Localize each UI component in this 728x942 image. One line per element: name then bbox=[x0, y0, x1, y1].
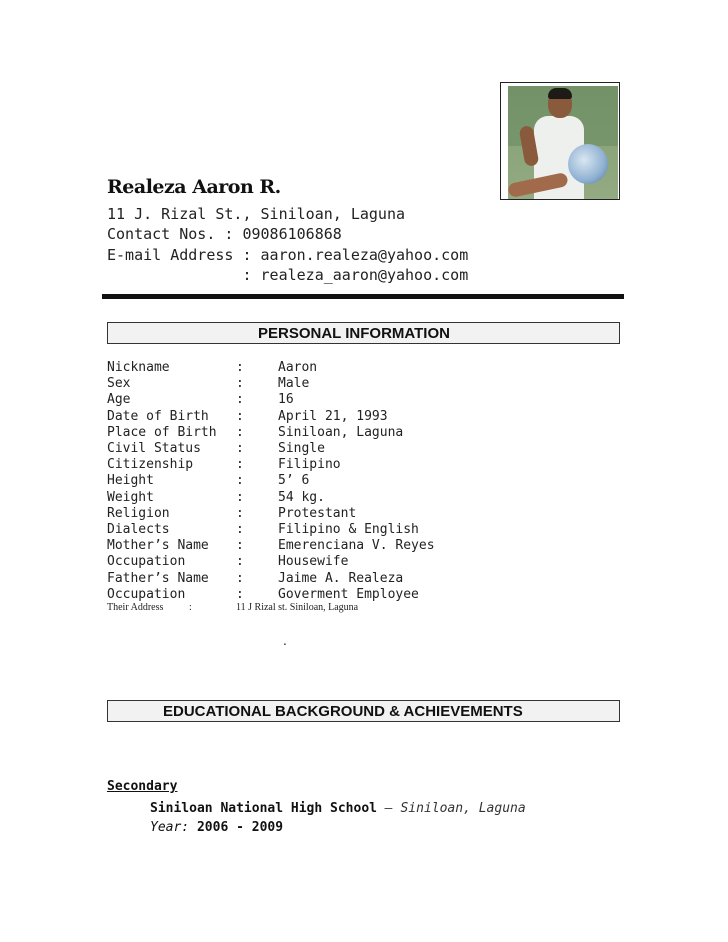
info-separator: : bbox=[236, 522, 244, 537]
info-value: Emerenciana V. Reyes bbox=[278, 538, 435, 554]
address-line: 11 J. Rizal St., Siniloan, Laguna bbox=[107, 205, 406, 223]
info-label: Mother’s Name bbox=[107, 538, 209, 554]
info-value: Male bbox=[278, 376, 310, 392]
header-divider bbox=[102, 294, 624, 299]
info-value: 54 kg. bbox=[278, 489, 325, 505]
info-separator: : bbox=[236, 505, 244, 521]
info-label: Occupation bbox=[107, 586, 186, 602]
stray-dot: . bbox=[283, 634, 287, 648]
info-separator: : bbox=[236, 538, 244, 554]
info-value: Protestant bbox=[278, 505, 357, 521]
info-row bbox=[107, 554, 627, 570]
info-label: Civil Status bbox=[107, 441, 201, 456]
info-separator: : bbox=[236, 360, 244, 375]
contact-line: Contact Nos. : 09086106868 bbox=[107, 225, 342, 243]
info-row bbox=[107, 490, 627, 506]
section-title: EDUCATIONAL BACKGROUND & ACHIEVEMENTS bbox=[163, 702, 523, 720]
info-label: Weight bbox=[107, 489, 154, 505]
info-label: Dialects bbox=[107, 522, 170, 537]
info-separator: : bbox=[189, 602, 192, 613]
year-label: Year: bbox=[150, 820, 190, 835]
info-value: April 21, 1993 bbox=[278, 408, 388, 424]
info-separator: : bbox=[236, 570, 244, 586]
info-row bbox=[107, 506, 627, 522]
info-label: Place of Birth bbox=[107, 424, 217, 440]
info-label: Age bbox=[107, 392, 131, 408]
section-title: PERSONAL INFORMATION bbox=[258, 324, 450, 342]
info-separator: : bbox=[236, 554, 244, 570]
info-separator: : bbox=[236, 408, 244, 424]
info-row-their-address bbox=[107, 602, 627, 618]
info-label: Sex bbox=[107, 376, 131, 392]
info-label: Date of Birth bbox=[107, 408, 209, 424]
info-row bbox=[107, 441, 627, 457]
info-separator: : bbox=[236, 457, 244, 473]
section-personal-information bbox=[107, 322, 620, 344]
info-label: Citizenship bbox=[107, 457, 194, 473]
globe-icon bbox=[568, 144, 608, 184]
info-row bbox=[107, 457, 627, 473]
info-row bbox=[107, 571, 627, 587]
email-line-2: : realeza_aaron@yahoo.com bbox=[107, 266, 469, 284]
school-location: Siniloan, Laguna bbox=[400, 801, 526, 816]
info-value: 11 J Rizal st. Siniloan, Laguna bbox=[236, 602, 359, 613]
email-line-1: E-mail Address : aaron.realeza@yahoo.com bbox=[107, 246, 469, 264]
info-separator: : bbox=[236, 424, 244, 440]
photo-image bbox=[508, 86, 618, 199]
info-label: Height bbox=[107, 473, 154, 489]
info-row bbox=[107, 522, 627, 538]
info-row bbox=[107, 425, 627, 441]
applicant-name: Realeza Aaron R. bbox=[107, 176, 281, 198]
info-row bbox=[107, 473, 627, 489]
info-value: Aaron bbox=[278, 360, 318, 375]
info-separator: : bbox=[236, 489, 244, 505]
info-row bbox=[107, 587, 627, 603]
info-value: Single bbox=[278, 441, 325, 456]
info-value: Goverment Employee bbox=[278, 586, 419, 602]
info-row bbox=[107, 376, 627, 392]
info-separator: : bbox=[236, 392, 244, 408]
school-line bbox=[150, 801, 526, 816]
info-label: Occupation bbox=[107, 554, 186, 570]
info-row bbox=[107, 409, 627, 425]
school-year-line bbox=[150, 820, 283, 835]
info-separator: : bbox=[236, 441, 244, 456]
info-value: Filipino bbox=[278, 457, 341, 473]
info-value: 5’ 6 bbox=[278, 473, 310, 489]
info-separator: : bbox=[236, 586, 244, 602]
info-label: Father’s Name bbox=[107, 570, 209, 586]
section-educational-background bbox=[107, 700, 620, 722]
info-value: Jaime A. Realeza bbox=[278, 570, 404, 586]
info-label: Nickname bbox=[107, 360, 170, 375]
school-separator: – bbox=[376, 801, 401, 816]
info-value: Housewife bbox=[278, 554, 349, 570]
info-row bbox=[107, 392, 627, 408]
education-level: Secondary bbox=[107, 779, 178, 794]
info-value: 16 bbox=[278, 392, 294, 408]
info-separator: : bbox=[236, 473, 244, 489]
info-label: Religion bbox=[107, 505, 170, 521]
info-label: Their Address bbox=[107, 602, 164, 613]
info-value: Siniloan, Laguna bbox=[278, 424, 404, 440]
year-value: 2006 - 2009 bbox=[189, 820, 284, 835]
info-row bbox=[107, 538, 627, 554]
info-value: Filipino & English bbox=[278, 522, 419, 537]
info-row bbox=[107, 360, 627, 376]
profile-photo bbox=[500, 82, 620, 200]
info-separator: : bbox=[236, 376, 244, 392]
school-name: Siniloan National High School bbox=[150, 801, 377, 816]
